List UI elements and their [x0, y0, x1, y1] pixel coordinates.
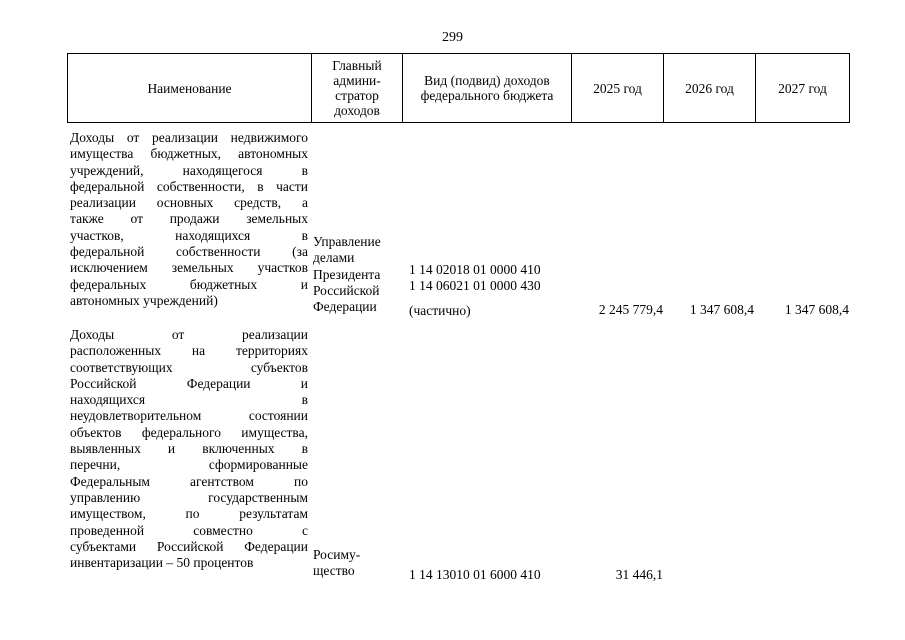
page-number: 299	[442, 30, 463, 45]
header-admin: Главный админи- стратор доходов	[312, 54, 403, 123]
row-admin: Росиму- щество	[313, 547, 361, 579]
value-2025: 2 245 779,4	[598, 302, 663, 317]
header-2025: 2025 год	[572, 54, 664, 123]
header-2027: 2027 год	[756, 54, 850, 123]
value-2025: 31 446,1	[615, 567, 663, 582]
row-name: Доходы от реализации расположенных на территориях соответствующих субъектов Российской Федерации и находящихся в неудовлетворительном состоянии объектов федерального имущества, выявленных и включенных в перечни, сформированные Федеральным агентством по управлению государственным имуществом, по результатам проведенной совместно с субъектами Российской Федерации инвентаризации – 50 процентов	[70, 327, 308, 571]
row-code: 1 14 02018 01 0000 410 1 14 06021 01 0000 430 (частично)	[409, 262, 541, 318]
row-name: Доходы от реализации недвижимого имущества бюджетных, автономных учреждений, находящегося в федеральной собственности, в части реализации основных средств, а также от продажи земельных участков, находящихся в федеральной собственности (за исключением земельных участков федеральных бюджетных и автономных учреждений)	[70, 130, 308, 308]
value-2027: 1 347 608,4	[784, 302, 849, 317]
value-2026: 1 347 608,4	[689, 302, 754, 317]
table-header	[67, 53, 850, 123]
row-admin: Управление делами Президента Российской Федерации	[313, 234, 381, 315]
header-2026: 2026 год	[664, 54, 756, 123]
header-code: Вид (подвид) доходов федерального бюджета	[403, 54, 572, 123]
header-name: Наименование	[68, 54, 312, 123]
row-code: 1 14 13010 01 6000 410	[409, 567, 541, 582]
table-row	[67, 130, 849, 320]
table-row	[67, 327, 849, 587]
